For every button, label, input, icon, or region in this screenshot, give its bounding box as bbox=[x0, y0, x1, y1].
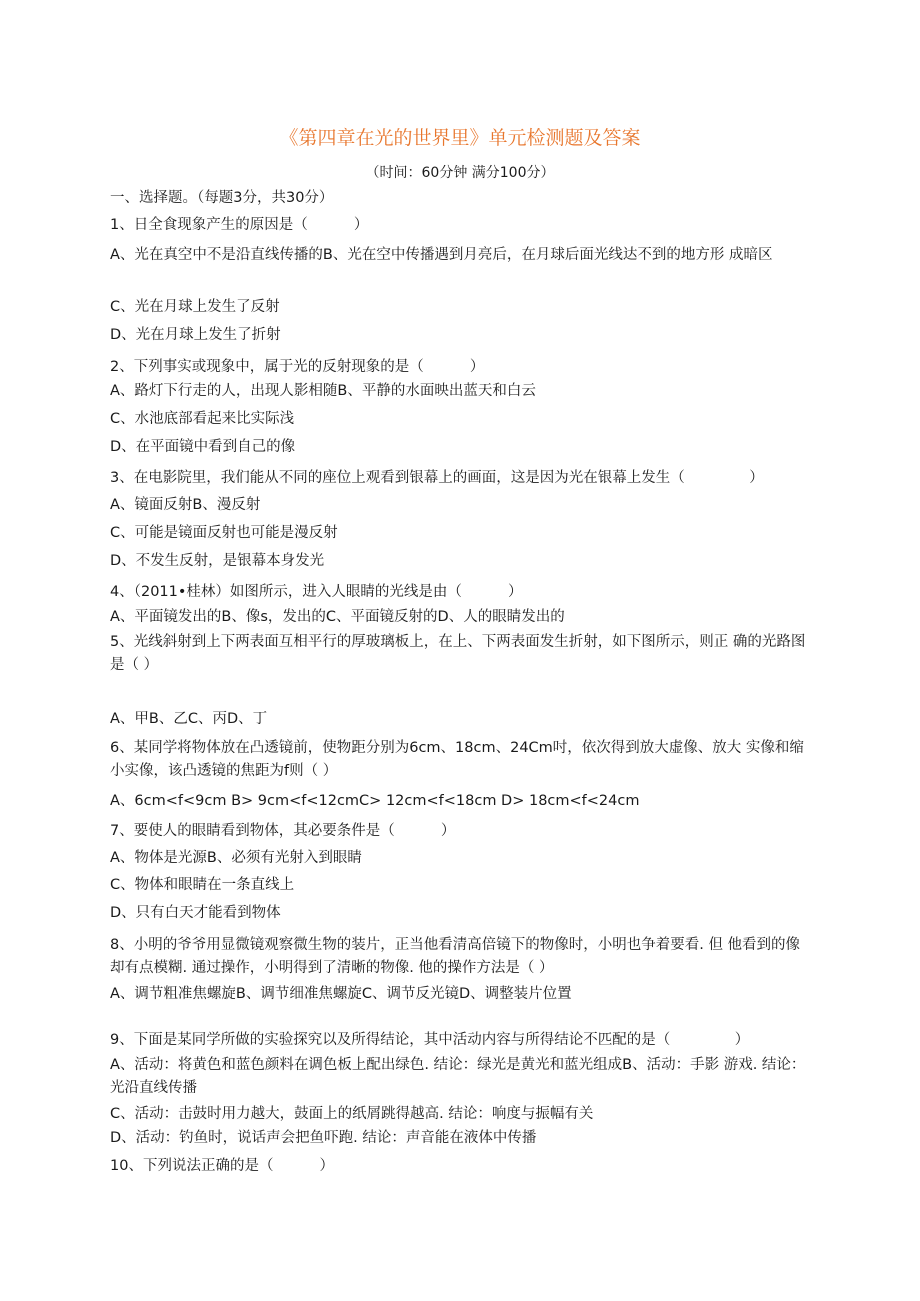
question-line: 10、下列说法正确的是（ ） bbox=[110, 1158, 335, 1174]
question-line: A、物体是光源B、必须有光射入到眼睛 bbox=[110, 850, 362, 866]
question-line: 5、光线斜射到上下两表面互相平行的厚玻璃板上，在上、下两表面发生折射，如下图所示，则正 确的光路图是（ ） bbox=[110, 634, 806, 673]
question-line: D、在平面镜中看到自己的像 bbox=[110, 439, 296, 455]
question-line: A、甲B、乙C、丙D、丁 bbox=[110, 711, 268, 727]
question-line: A、平面镜发出的B、像s，发出的C、平面镜反射的D、人的眼睛发出的 bbox=[110, 609, 565, 625]
question-line: 9、下面是某同学所做的实验探究以及所得结论，其中活动内容与所得结论不匹配的是（ ） bbox=[110, 1032, 750, 1048]
question-line: C、光在月球上发生了反射 bbox=[110, 299, 280, 315]
question-line: 3、在电影院里，我们能从不同的座位上观看到银幕上的画面，这是因为光在银幕上发生（ ） bbox=[110, 470, 764, 486]
question-line: D、光在月球上发生了折射 bbox=[110, 327, 281, 343]
question-line: 6、某同学将物体放在凸透镜前，使物距分别为6cm、18cm、24Cm吋，依次得到放大虚像、放大 实像和缩小实像，该凸透镜的焦距为f则（ ） bbox=[110, 740, 804, 779]
question-line: A、6cm<f<9cm B> 9cm<f<12cmC> 12cm<f<18cm D> 18cm<f<24cm bbox=[110, 793, 640, 809]
question-line: C、物体和眼睛在一条直线上 bbox=[110, 877, 295, 893]
question-line: C、水池底部看起来比实际浅 bbox=[110, 411, 295, 427]
question-line: D、只有白天才能看到物体 bbox=[110, 905, 281, 921]
question-line: C、活动：击鼓时用力越大，鼓面上的纸屑跳得越高. 结论：响度与振幅有关 bbox=[110, 1106, 594, 1122]
question-line: A、镜面反射B、漫反射 bbox=[110, 497, 261, 513]
question-line: A、路灯下行走的人，出现人影相随B、平静的水面映出蓝天和白云 bbox=[110, 383, 536, 399]
question-line: 4、（2011•桂林）如图所示，进入人眼睛的光线是由（ ） bbox=[110, 584, 523, 600]
question-line: 2、下列事实或现象中，属于光的反射现象的是（ ） bbox=[110, 359, 485, 375]
document-subtitle: （时间：60分钟 满分100分） bbox=[365, 165, 555, 181]
question-line: D、不发生反射，是银幕本身发光 bbox=[110, 553, 325, 569]
question-line: C、可能是镜面反射也可能是漫反射 bbox=[110, 525, 338, 541]
section-heading: 一、选择题。（每题3分，共30分） bbox=[110, 190, 334, 206]
question-line: A、光在真空中不是沿直线传播的B、光在空中传播遇到月亮后，在月球后面光线达不到的地方形 成暗区 bbox=[110, 247, 773, 263]
document-title: 《第四章在光的世界里》单元检测题及答案 bbox=[279, 127, 641, 149]
question-line: 1、日全食现象产生的原因是（ ） bbox=[110, 217, 369, 233]
question-line: 7、要使人的眼睛看到物体，其必要条件是（ ） bbox=[110, 823, 456, 839]
question-line: A、调节粗准焦螺旋B、调节细准焦螺旋C、调节反光镜D、调整装片位置 bbox=[110, 986, 572, 1002]
question-line: 8、小明的爷爷用显微镜观察微生物的装片，正当他看清高倍镜下的物像时，小明也争着要看. 但 他看到的像却有点模糊. 通过操作，小明得到了清晰的物像. 他的操作方法是（ ） bbox=[110, 937, 801, 976]
question-line: D、活动：钓鱼时，说话声会把鱼吓跑. 结论：声音能在液体中传播 bbox=[110, 1130, 537, 1146]
question-line: A、活动：将黄色和蓝色颜料在调色板上配出绿色. 结论：绿光是黄光和蓝光组成B、活动：手影 游戏. 结论：光沿直线传播 bbox=[110, 1057, 806, 1096]
